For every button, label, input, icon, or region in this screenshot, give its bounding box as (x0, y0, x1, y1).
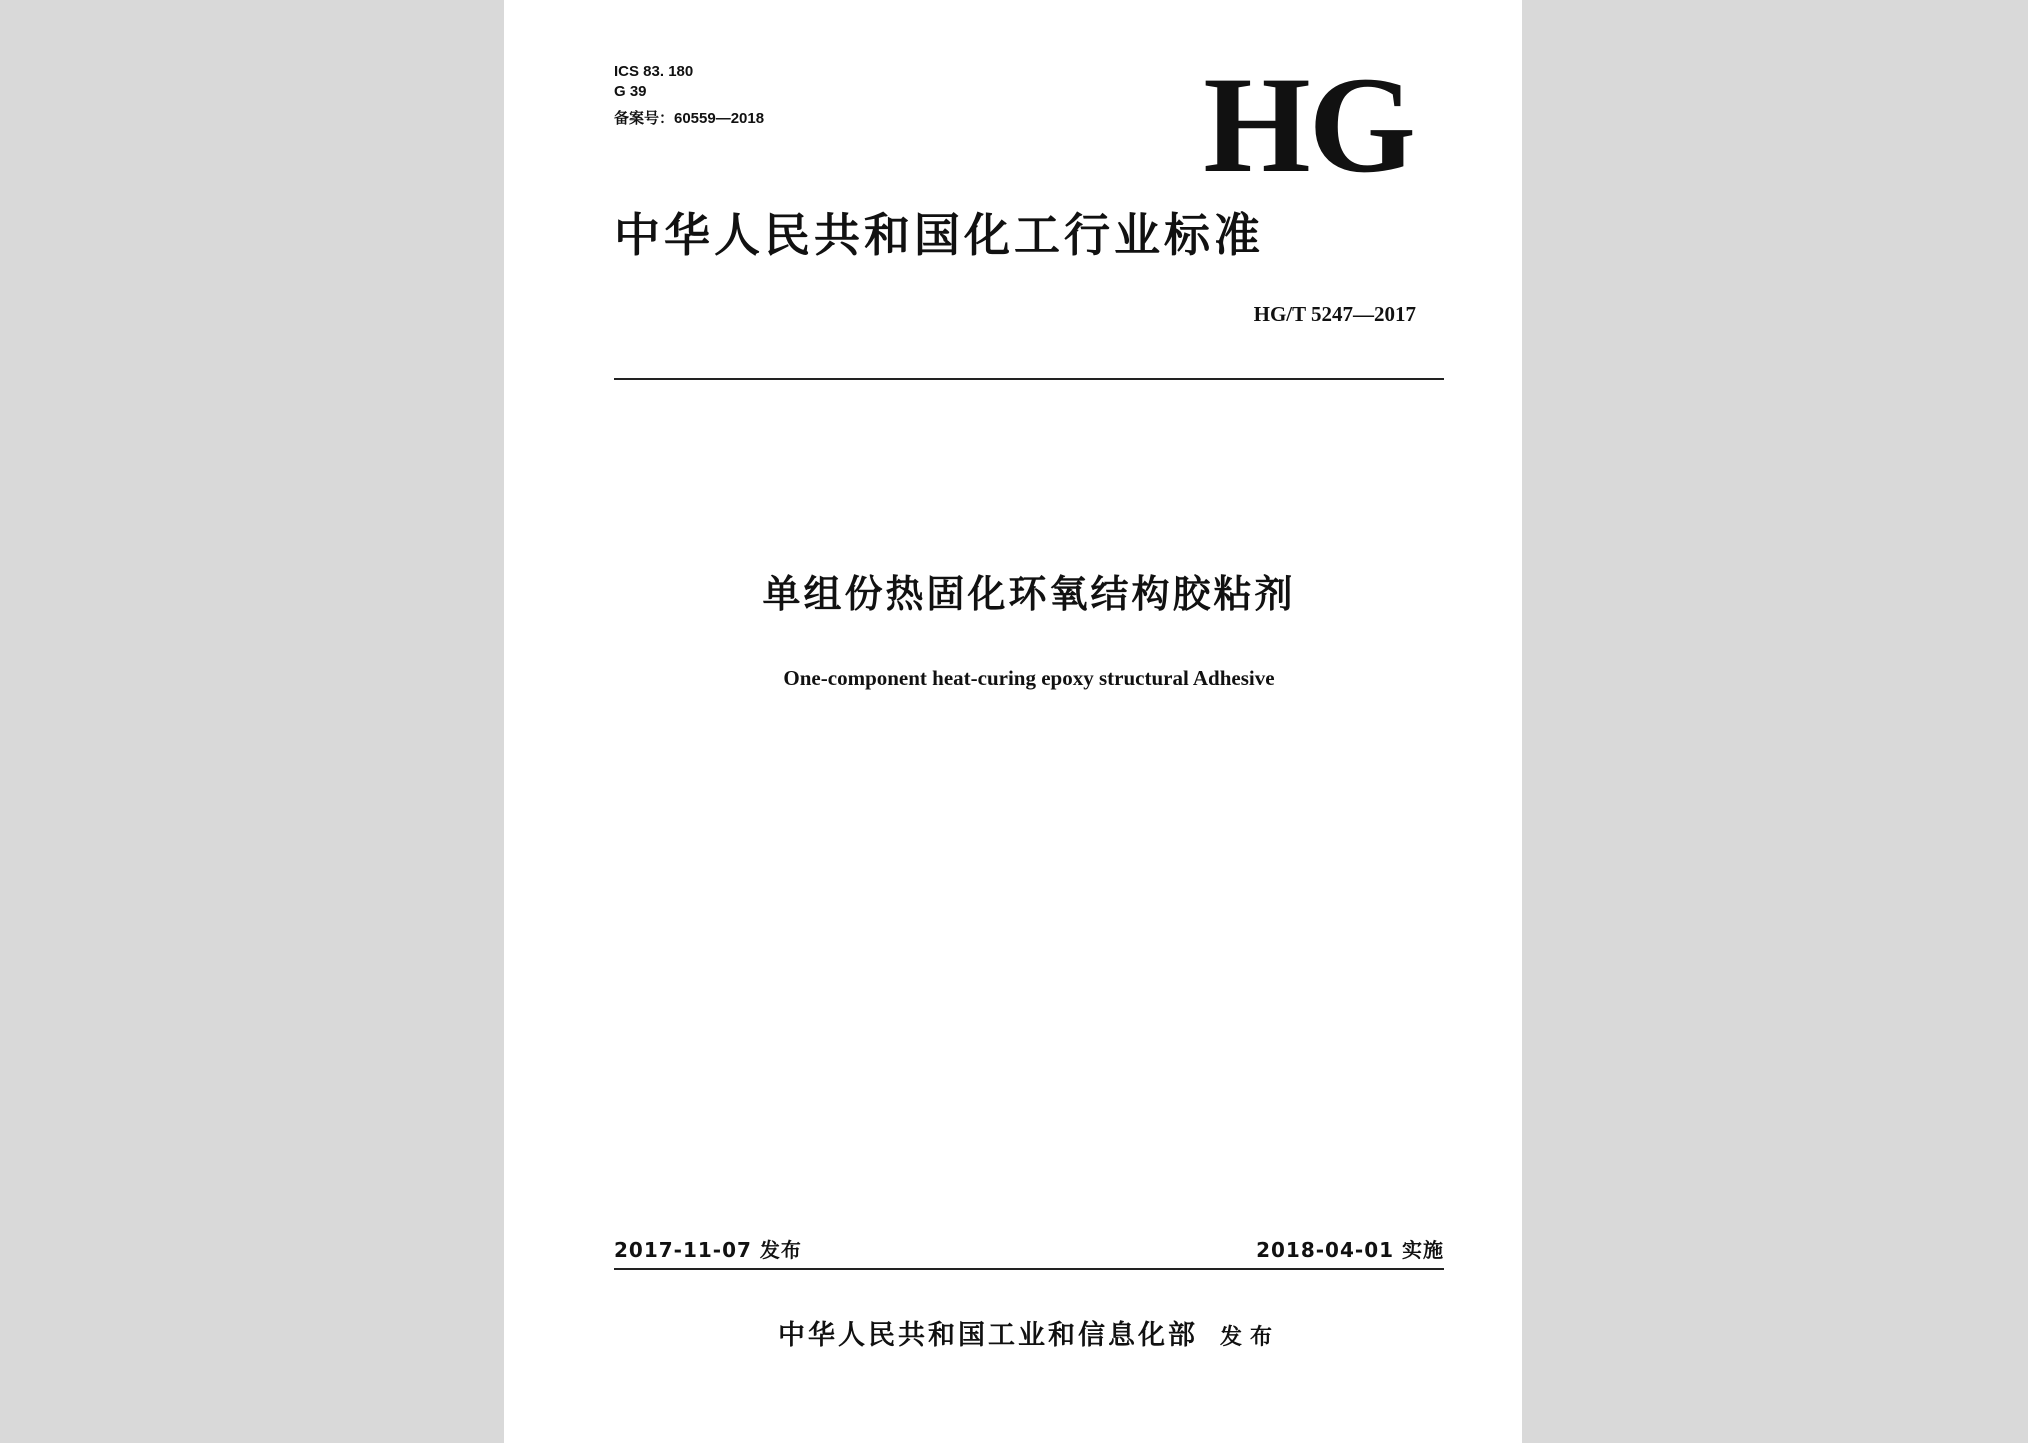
publisher-name: 中华人民共和国工业和信息化部 (777, 1320, 1198, 1351)
document-page (504, 0, 1522, 1443)
document-title-english: One-component heat-curing epoxy structural Adhesive (783, 666, 1275, 690)
publisher-line (614, 1316, 1444, 1358)
bottom-divider (614, 1268, 1444, 1270)
classification-code: G 39 (614, 83, 647, 100)
publisher-action: 发布 (1219, 1325, 1280, 1350)
ics-code: ICS 83. 180 (614, 63, 694, 80)
standard-number: HG/T 5247—2017 (1253, 302, 1416, 326)
document-title-chinese: 单组份热固化环氧结构胶粘剂 (762, 572, 1296, 616)
top-divider (614, 378, 1444, 380)
issue-date: 2017-11-07 发布 (614, 1238, 802, 1262)
standard-category-title: 中华人民共和国化工行业标准 (614, 208, 1264, 262)
implementation-date: 2018-04-01 实施 (1256, 1238, 1444, 1262)
hg-logo: HG (1203, 48, 1414, 201)
filing-number: 备案号：60559—2018 (614, 110, 765, 127)
